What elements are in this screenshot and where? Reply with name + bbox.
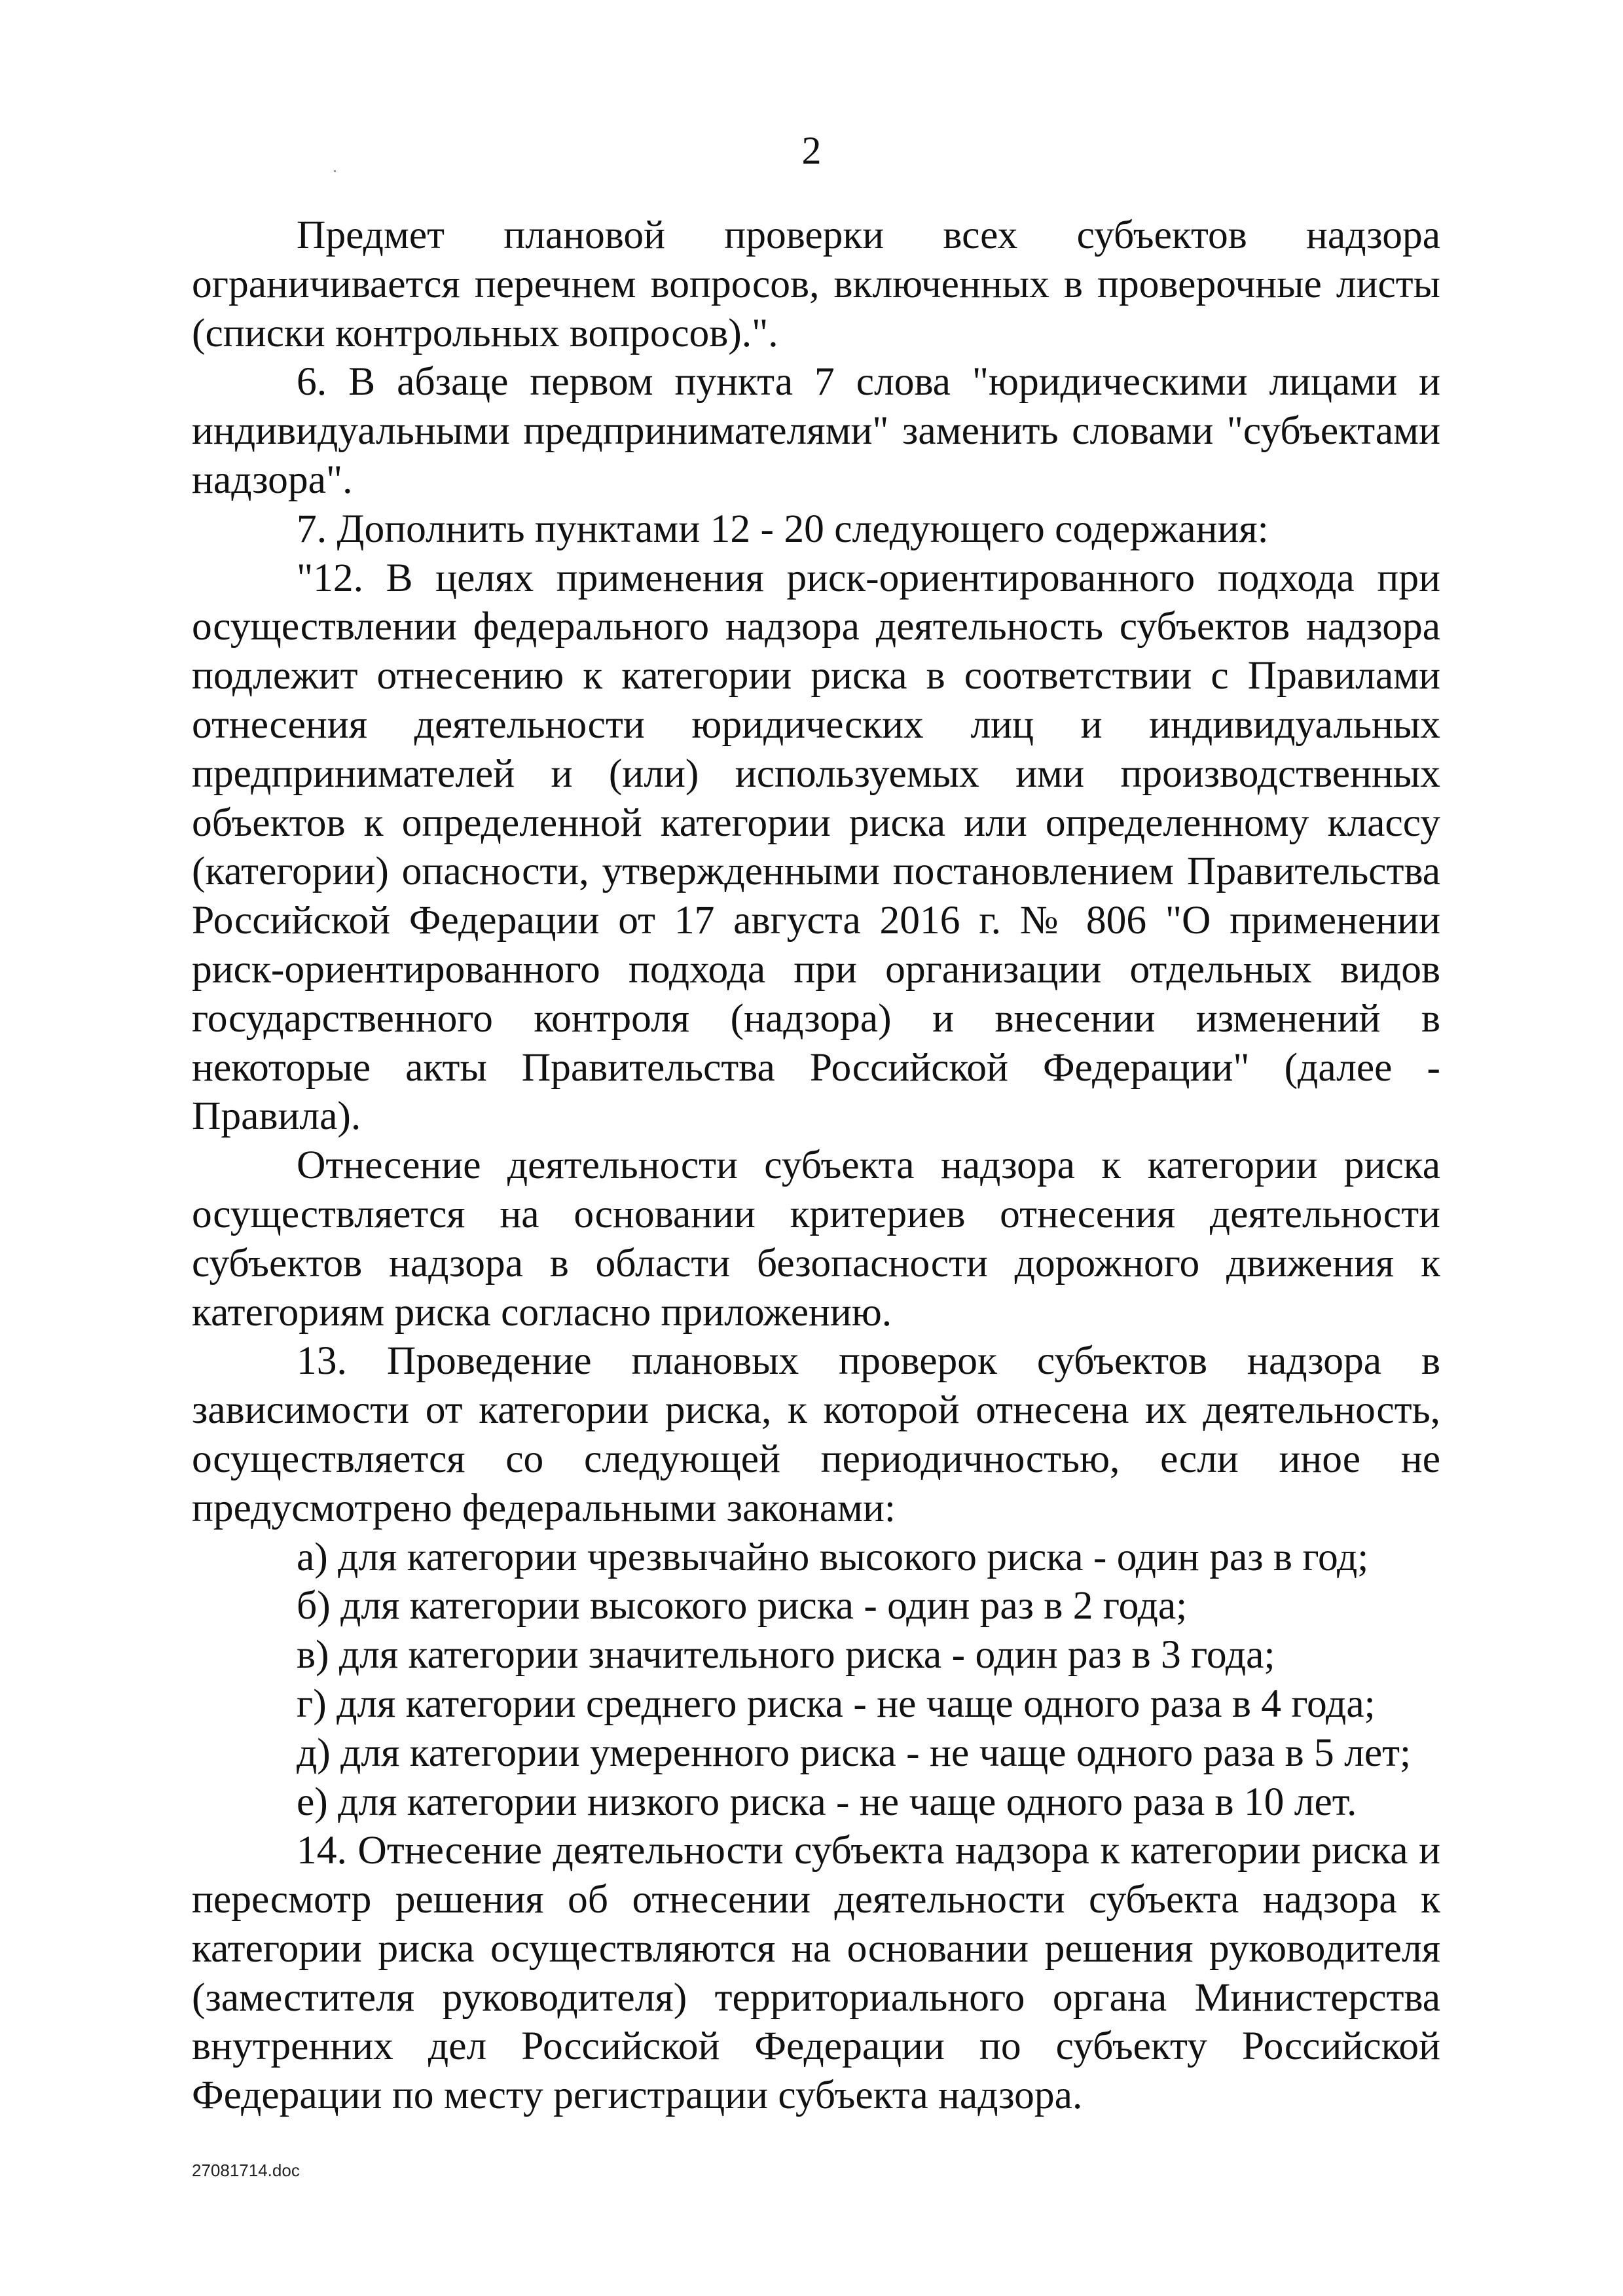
paragraph-item-14: 14. Отнесение деятельности субъекта надзора к категории риска и пересмотр решения об отнесении деятельности субъекта надзора к категории риска осуществляются на основании решения руководителя (заместителя руководителя) территориального органа Министерства внутренних дел Российской Федерации по субъекту Российской Федерации по месту регистрации субъекта надзора. [192, 1828, 1440, 2118]
list-item: д) для категории умеренного риска - не чаще одного раза в 5 лет; [297, 1730, 1412, 1775]
document-body [192, 211, 1440, 2120]
list-item: е) для категории низкого риска - не чаще одного раза в 10 лет. [297, 1779, 1357, 1824]
paragraph-inspection-subject: Предмет плановой проверки всех субъектов надзора ограничивается перечнем вопросов, включенных в проверочные листы (списки контрольных вопросов).". [192, 213, 1440, 355]
page-number: 2 [801, 129, 822, 172]
footer-filename: 27081714.doc [192, 2161, 300, 2180]
list-item: в) для категории значительного риска - один раз в 3 года; [297, 1632, 1275, 1677]
paragraph-item-12: "12. В целях применения риск-ориентированного подхода при осуществлении федерального надзора деятельность субъектов надзора подлежит отнесению к категории риска в соответствии с Правилами отнесения деятельности юридических лиц и индивидуальных предпринимателей и (или) используемых ими производственных объектов к определенной категории риска или определенному классу (категории) опасности, утвержденными постановлением Правительства Российской Федерации от 17 августа 2016 г. № 806 "О применении риск-ориентированного подхода при организации отдельных видов государственного контроля (надзора) и внесении изменений в некоторые акты Правительства Российской Федерации" (далее - Правила). [192, 555, 1440, 1139]
list-item: б) для категории высокого риска - один раз в 2 года; [297, 1583, 1188, 1628]
paragraph-risk-assignment: Отнесение деятельности субъекта надзора к категории риска осуществляется на основании критериев отнесения деятельности субъектов надзора в области безопасности дорожного движения к категориям риска согласно приложению. [192, 1143, 1440, 1335]
paragraph-item-13: 13. Проведение плановых проверок субъектов надзора в зависимости от категории риска, к которой отнесена их деятельность, осуществляется со следующей периодичностью, если иное не предусмотрено федеральными законами: [192, 1338, 1440, 1530]
list-item: а) для категории чрезвычайно высокого риска - один раз в год; [297, 1534, 1369, 1579]
paragraph-item-6: 6. В абзаце первом пункта 7 слова "юридическими лицами и индивидуальными предпринимателями" заменить словами "субъектами надзора". [192, 359, 1440, 502]
list-item: г) для категории среднего риска - не чаще одного раза в 4 года; [297, 1681, 1376, 1726]
scan-dot [334, 170, 336, 172]
paragraph-item-7: 7. Дополнить пунктами 12 - 20 следующего содержания: [297, 506, 1269, 551]
